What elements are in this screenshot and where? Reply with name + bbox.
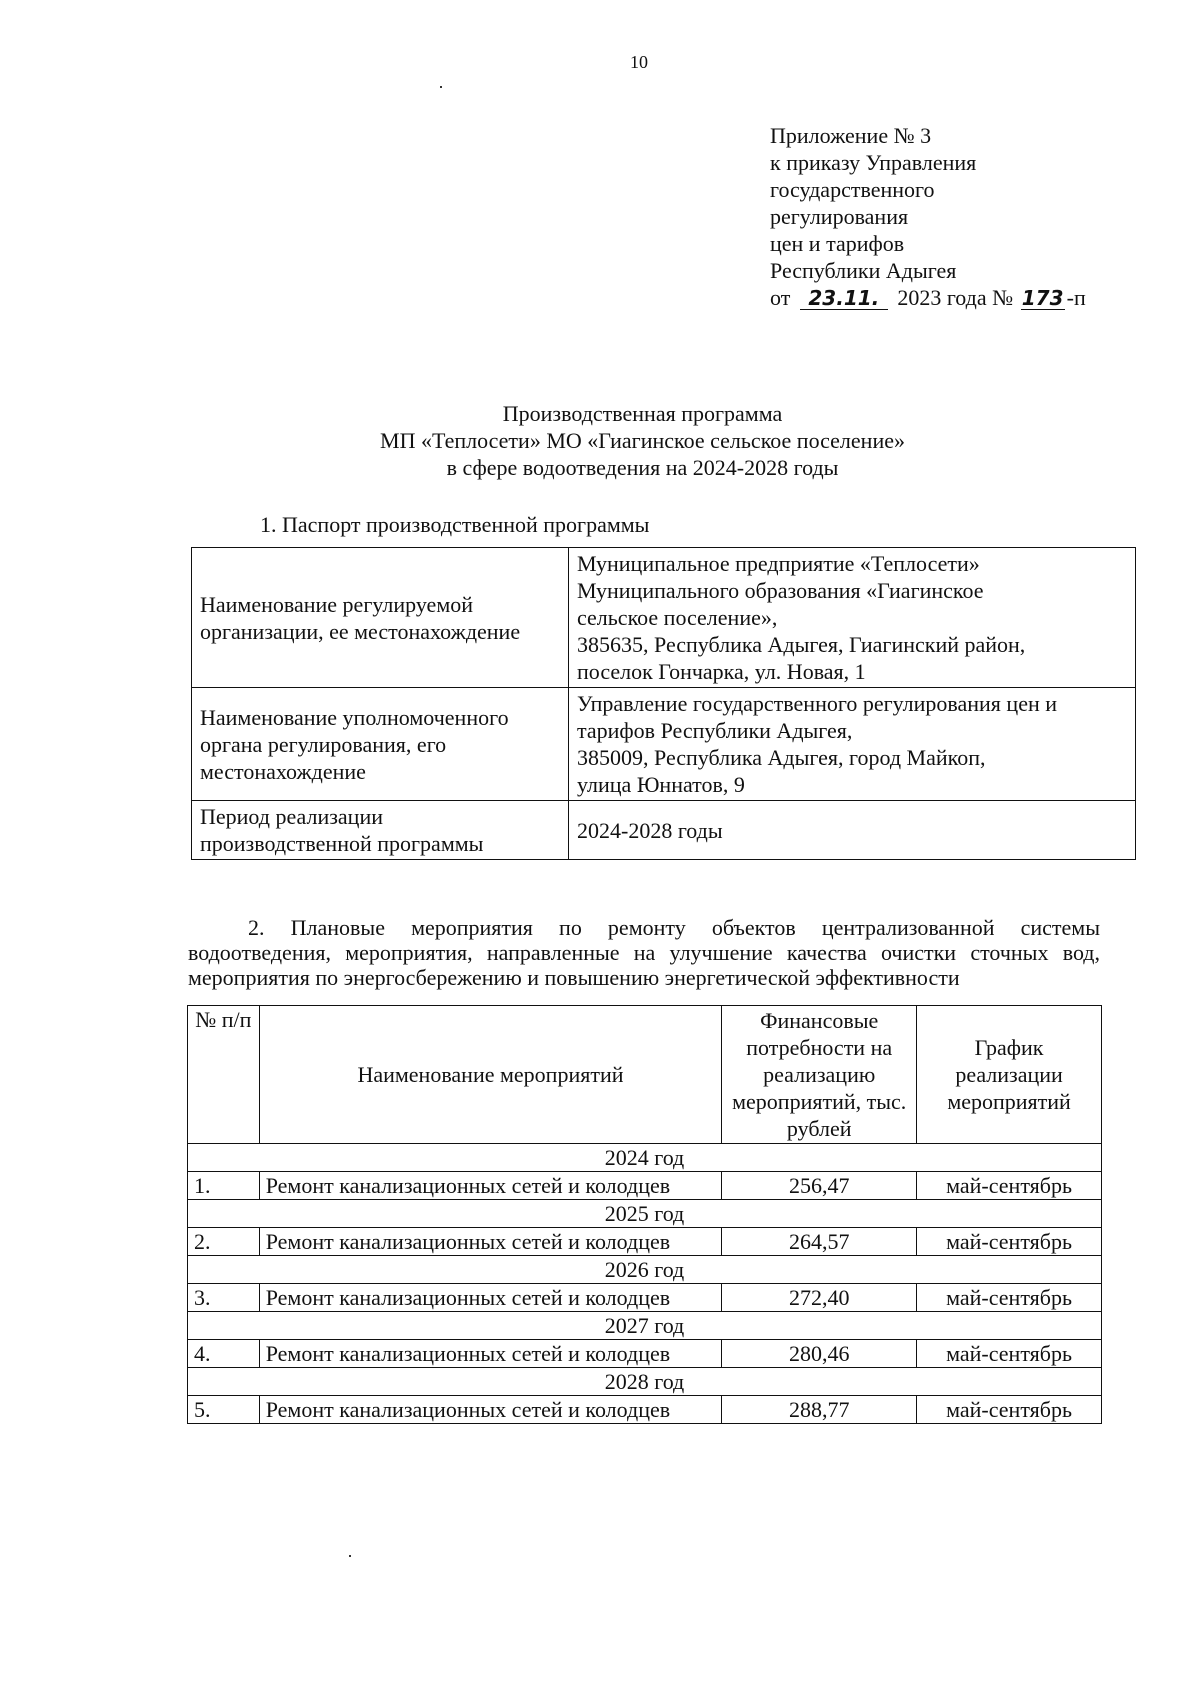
- row-num: 3.: [188, 1284, 260, 1312]
- header-cost: Финансовые потребности на реализацию мероприятий, тыс. рублей: [722, 1006, 917, 1144]
- row-num: 4.: [188, 1340, 260, 1368]
- annex-block: [770, 122, 1086, 311]
- value-line: сельское поселение»,: [577, 605, 778, 630]
- title-line: в сфере водоотведения на 2024-2028 годы: [446, 455, 839, 480]
- section1-heading: 1. Паспорт производственной программы: [260, 512, 650, 537]
- row-name: Ремонт канализационных сетей и колодцев: [259, 1172, 722, 1200]
- annex-line: к приказу Управления: [770, 150, 977, 175]
- annex-date-line: [770, 284, 1086, 311]
- row-cost: 256,47: [722, 1172, 917, 1200]
- passport-row: [192, 688, 1136, 801]
- row-schedule: май-сентябрь: [917, 1228, 1102, 1256]
- row-cost: 288,77: [722, 1396, 917, 1424]
- row-cost: 272,40: [722, 1284, 917, 1312]
- value-line: Муниципальное предприятие «Теплосети»: [577, 551, 980, 576]
- year-row: [188, 1200, 1102, 1228]
- number-suffix: -п: [1066, 285, 1086, 310]
- header-name: Наименование мероприятий: [259, 1006, 722, 1144]
- passport-value: [569, 688, 1136, 801]
- table-row: [188, 1172, 1102, 1200]
- row-num: 1.: [188, 1172, 260, 1200]
- value-line: тарифов Республики Адыгея,: [577, 718, 853, 743]
- row-num: 2.: [188, 1228, 260, 1256]
- row-schedule: май-сентябрь: [917, 1396, 1102, 1424]
- events-table: [187, 1005, 1102, 1424]
- passport-value: [569, 801, 1136, 860]
- row-num: 5.: [188, 1396, 260, 1424]
- scan-speck: [349, 1555, 351, 1557]
- header-num: № п/п: [188, 1006, 260, 1144]
- passport-label: Период реализации производственной программы: [192, 801, 569, 860]
- header-schedule: График реализации мероприятий: [917, 1006, 1102, 1144]
- annex-line: Республики Адыгея: [770, 258, 957, 283]
- row-cost: 264,57: [722, 1228, 917, 1256]
- value-line: 385009, Республика Адыгея, город Майкоп,: [577, 745, 986, 770]
- year-row: [188, 1368, 1102, 1396]
- scan-speck: [440, 86, 442, 88]
- year-row: [188, 1312, 1102, 1340]
- annex-line: государственного: [770, 177, 935, 202]
- year-row: [188, 1144, 1102, 1172]
- value-line: Управление государственного регулирования цен и: [577, 691, 1058, 716]
- value-line: Муниципального образования «Гиагинское: [577, 578, 984, 603]
- row-schedule: май-сентябрь: [917, 1340, 1102, 1368]
- table-row: [188, 1340, 1102, 1368]
- page-number: 10: [630, 52, 648, 72]
- document-title: [300, 400, 985, 481]
- passport-value: [569, 548, 1136, 688]
- year-label: 2027 год: [188, 1312, 1102, 1340]
- row-schedule: май-сентябрь: [917, 1172, 1102, 1200]
- handwritten-date: 23.11.: [800, 287, 888, 310]
- year-label: 2025 год: [188, 1200, 1102, 1228]
- annex-line: Приложение № 3: [770, 123, 932, 148]
- row-name: Ремонт канализационных сетей и колодцев: [259, 1228, 722, 1256]
- value-line: 2024-2028 годы: [577, 817, 723, 843]
- events-header-row: [188, 1006, 1102, 1144]
- passport-label: Наименование регулируемой организации, ее местонахождение: [192, 548, 569, 688]
- value-line: улица Юннатов, 9: [577, 772, 745, 797]
- table-row: [188, 1396, 1102, 1424]
- annex-line: цен и тарифов: [770, 231, 905, 256]
- table-row: [188, 1228, 1102, 1256]
- passport-row: [192, 548, 1136, 688]
- date-year: 2023 года №: [897, 285, 1014, 310]
- handwritten-number: 173: [1021, 286, 1064, 310]
- row-name: Ремонт канализационных сетей и колодцев: [259, 1396, 722, 1424]
- section2-heading: 2. Плановые мероприятия по ремонту объектов централизованной системы водоотведения, мероприятия, направленные на улучшение качества очистки сточных вод, мероприятия по энергосбережению и повышению энергетической эффективности: [188, 915, 1100, 990]
- date-prefix: от: [770, 285, 791, 310]
- value-line: 385635, Республика Адыгея, Гиагинский район,: [577, 632, 1026, 657]
- year-label: 2024 год: [188, 1144, 1102, 1172]
- table-row: [188, 1284, 1102, 1312]
- passport-label: Наименование уполномоченного органа регулирования, его местонахождение: [192, 688, 569, 801]
- row-name: Ремонт канализационных сетей и колодцев: [259, 1284, 722, 1312]
- title-line: МП «Теплосети» МО «Гиагинское сельское поселение»: [380, 428, 905, 453]
- row-cost: 280,46: [722, 1340, 917, 1368]
- passport-row: [192, 801, 1136, 860]
- year-row: [188, 1256, 1102, 1284]
- year-label: 2028 год: [188, 1368, 1102, 1396]
- annex-line: регулирования: [770, 204, 909, 229]
- row-name: Ремонт канализационных сетей и колодцев: [259, 1340, 722, 1368]
- value-line: поселок Гончарка, ул. Новая, 1: [577, 659, 866, 684]
- passport-table: [191, 547, 1136, 860]
- title-line: Производственная программа: [502, 401, 783, 426]
- row-schedule: май-сентябрь: [917, 1284, 1102, 1312]
- year-label: 2026 год: [188, 1256, 1102, 1284]
